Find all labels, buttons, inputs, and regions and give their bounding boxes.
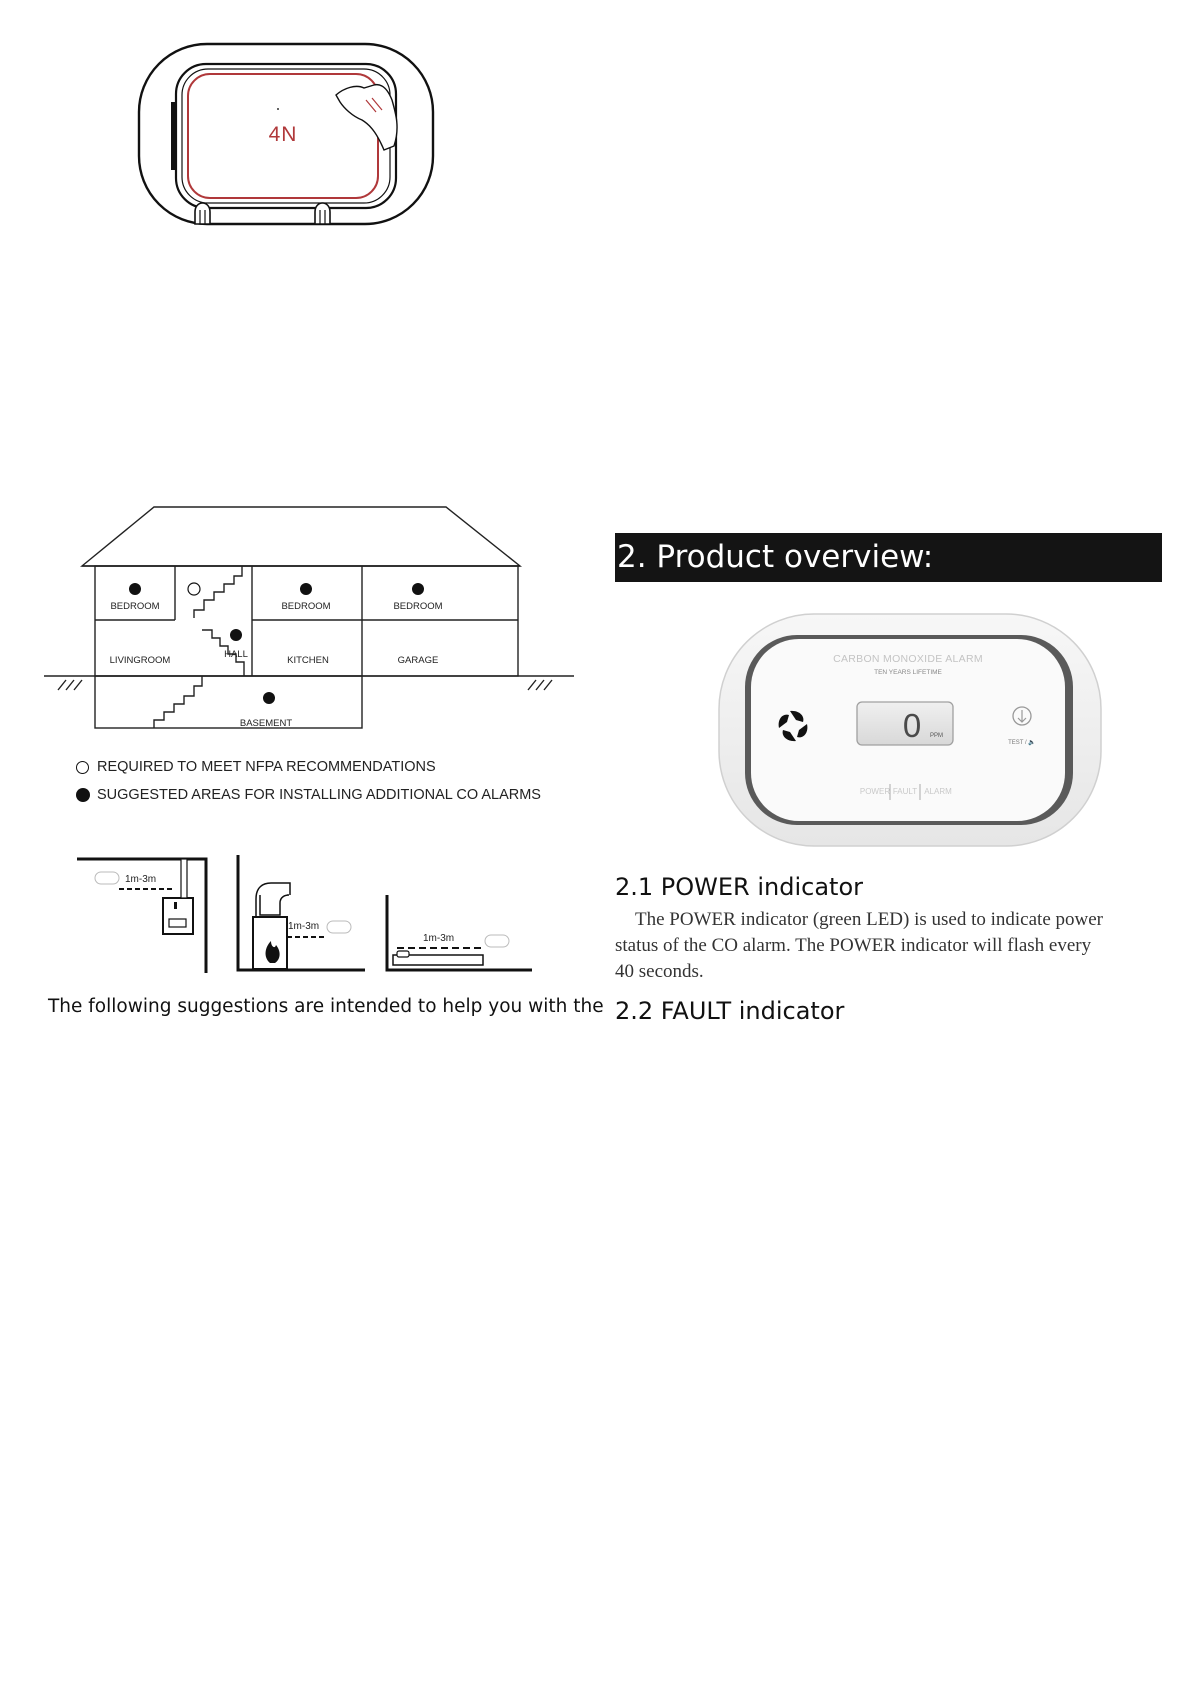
power-line-3: 40 seconds.: [615, 961, 704, 982]
basement-frame: [95, 676, 362, 728]
legend-required: [76, 759, 436, 775]
marker-bedroom2: [300, 583, 312, 595]
room-living: LIVINGROOM: [109, 655, 171, 666]
power-indicator-heading: 2.1 POWER indicator: [615, 873, 864, 901]
power-line-2: status of the CO alarm. The POWER indicator will flash every: [615, 935, 1092, 956]
section-title: 2. Product overview:: [615, 533, 1162, 582]
marker-hall: [230, 629, 242, 641]
distance-diagrams: [75, 855, 535, 975]
open-circle-icon: [76, 761, 89, 774]
indicator-alarm: ALARM: [924, 787, 952, 796]
room-basement: BASEMENT: [239, 718, 293, 729]
co-alarm-photo: [715, 610, 1105, 850]
room-bedroom-3: BEDROOM: [393, 601, 443, 612]
label-dot: [277, 108, 279, 110]
legend-suggested: [76, 787, 541, 803]
filled-circle-icon: [76, 788, 90, 802]
power-indicator-text: [615, 907, 1175, 985]
room-kitchen: KITCHEN: [287, 655, 329, 666]
device-lifetime-line: TEN YEARS LIFETIME: [874, 669, 942, 676]
stairs-basement: [154, 676, 202, 728]
room-garage: GARAGE: [397, 655, 439, 666]
room-bedroom-1: BEDROOM: [110, 601, 160, 612]
device-brand-line: CARBON MONOXIDE ALARM: [833, 653, 983, 665]
model-label: 4N: [268, 123, 298, 146]
legend-required-text: REQUIRED TO MEET NFPA RECOMMENDATIONS: [97, 759, 436, 775]
roof: [82, 507, 520, 566]
diagram-furnace: [238, 855, 365, 970]
room-hall: HALL: [224, 649, 248, 660]
marker-bedroom3: [412, 583, 424, 595]
foot-left-icon: [195, 203, 210, 224]
diagram-boiler: [77, 859, 206, 973]
distance-label-2: 1m-3m: [288, 921, 320, 932]
distance-label-3: 1m-3m: [423, 933, 455, 944]
legend-suggested-text: SUGGESTED AREAS FOR INSTALLING ADDITIONAL CO ALARMS: [97, 787, 541, 803]
indicator-power: POWER: [859, 787, 891, 796]
floorplan-diagram: [44, 500, 574, 750]
marker-basement: [263, 692, 275, 704]
marker-bedroom1: [129, 583, 141, 595]
lcd-ppm: PPM: [930, 733, 944, 739]
power-line-1: The POWER indicator (green LED) is used to indicate power: [635, 909, 1103, 930]
foot-right-icon: [315, 203, 330, 224]
fault-indicator-heading: 2.2 FAULT indicator: [615, 997, 845, 1025]
lcd-digit: 0: [902, 707, 922, 744]
marker-stair-required: [188, 583, 200, 595]
diagram-bed: [387, 895, 532, 970]
left-caption: The following suggestions are intended to help you with the: [48, 996, 604, 1017]
room-bedroom-2: BEDROOM: [281, 601, 331, 612]
battery-tab-figure: [130, 40, 440, 235]
indicator-fault: FAULT: [892, 787, 918, 796]
side-clip: [171, 102, 176, 170]
test-label: TEST / 🔈: [1008, 740, 1036, 746]
distance-label-1: 1m-3m: [125, 874, 157, 885]
stairs-upper: [194, 566, 242, 618]
